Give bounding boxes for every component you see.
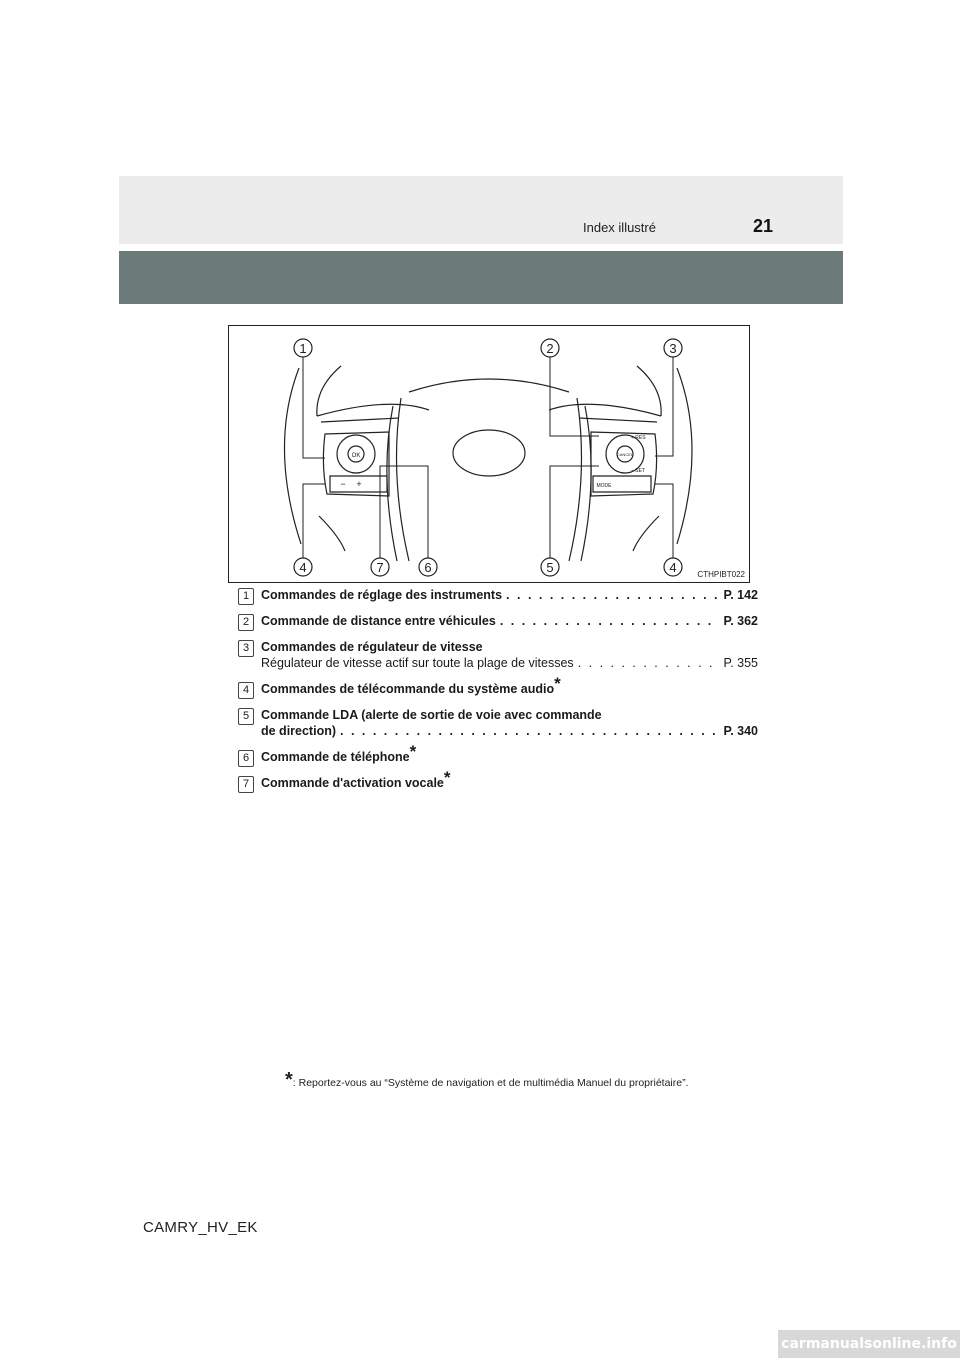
- steering-wheel-figure: [228, 325, 750, 583]
- section-bar: [119, 251, 843, 304]
- wheel-spokes: [317, 379, 661, 561]
- svg-text:4: 4: [669, 560, 677, 575]
- left-switch-panel: [323, 432, 389, 496]
- callout-4-bottom-right: [664, 558, 682, 576]
- item-text: Commandes de réglage des instruments: [261, 588, 503, 602]
- svg-text:−: −: [340, 479, 346, 489]
- callout-4-bottom-left: [294, 558, 312, 576]
- svg-text:2: 2: [546, 341, 554, 356]
- item-number: 4: [238, 682, 254, 699]
- list-item-5: [238, 707, 758, 739]
- svg-text:OK: OK: [351, 453, 361, 459]
- item-number: 3: [238, 640, 254, 657]
- hub-emblem: [453, 430, 525, 476]
- callout-5-bottom: [541, 558, 559, 576]
- item-number: 7: [238, 776, 254, 793]
- item-number: 6: [238, 750, 254, 767]
- svg-text:6: 6: [424, 560, 432, 575]
- callout-6-bottom: [419, 558, 437, 576]
- svg-text:3: 3: [669, 341, 677, 356]
- watermark: carmanualsonline.info: [778, 1330, 960, 1358]
- list-item-1: [238, 587, 758, 603]
- svg-text:MODE: MODE: [596, 483, 612, 489]
- item-text: Commande de téléphone: [261, 750, 410, 764]
- item-text: Commandes de télécommande du système audio: [261, 682, 555, 696]
- footnote-marker: *: [443, 768, 451, 787]
- callout-1-top: [294, 339, 312, 357]
- list-item-2: [238, 613, 758, 629]
- svg-text:4: 4: [299, 560, 307, 575]
- page-ref: P. 142: [723, 588, 758, 602]
- callout-2-top: [541, 339, 559, 357]
- svg-text:+: +: [356, 479, 362, 489]
- svg-text:CANCEL: CANCEL: [616, 452, 634, 457]
- svg-text:5: 5: [546, 560, 554, 575]
- footnote-marker: *: [554, 674, 561, 693]
- right-switch-panel: [591, 432, 657, 496]
- callout-7-bottom: [371, 558, 389, 576]
- wheel-rim: [284, 366, 692, 551]
- list-item-6: [238, 742, 758, 765]
- page-number: 21: [753, 216, 774, 236]
- page-header-title: Index illustré: [583, 220, 656, 235]
- item-text: Commande LDA (alerte de sortie de voie avec commande: [261, 708, 602, 722]
- item-number: 5: [238, 708, 254, 725]
- item-number: 2: [238, 614, 254, 631]
- footnote-star: *: [285, 1069, 293, 1091]
- page-ref: P. 340: [723, 724, 758, 738]
- model-code: CAMRY_HV_EK: [143, 1219, 258, 1236]
- list-item-4: [238, 674, 758, 697]
- footnote-text: : Reportez-vous au “Système de navigation et de multimédia Manuel du propriétaire”.: [292, 1077, 689, 1089]
- callout-legend-list: [238, 587, 758, 795]
- steering-wheel-illustration: [229, 326, 749, 582]
- svg-text:− SET: − SET: [631, 468, 646, 474]
- item-text: Commandes de régulateur de vitesse: [261, 640, 483, 654]
- item-text: Commande d'activation vocale: [261, 776, 444, 790]
- page-ref: P. 362: [723, 614, 758, 628]
- svg-text:1: 1: [299, 341, 307, 356]
- footnote: [285, 1069, 689, 1091]
- svg-text:7: 7: [376, 560, 384, 575]
- list-item-7: [238, 768, 758, 791]
- svg-text:+ RES: + RES: [631, 435, 646, 441]
- figure-code: CTHPIBT022: [697, 570, 745, 579]
- item-number: 1: [238, 588, 254, 605]
- callout-3-top: [664, 339, 682, 357]
- item-text: Commande de distance entre véhicules: [261, 614, 496, 628]
- list-item-3: [238, 639, 758, 671]
- item-text-cont: de direction): [261, 724, 337, 738]
- header-band: [119, 176, 843, 244]
- footnote-marker: *: [409, 742, 417, 761]
- item-subtext: Régulateur de vitesse actif sur toute la plage de vitesses: [261, 656, 574, 670]
- page-ref: P. 355: [723, 656, 758, 670]
